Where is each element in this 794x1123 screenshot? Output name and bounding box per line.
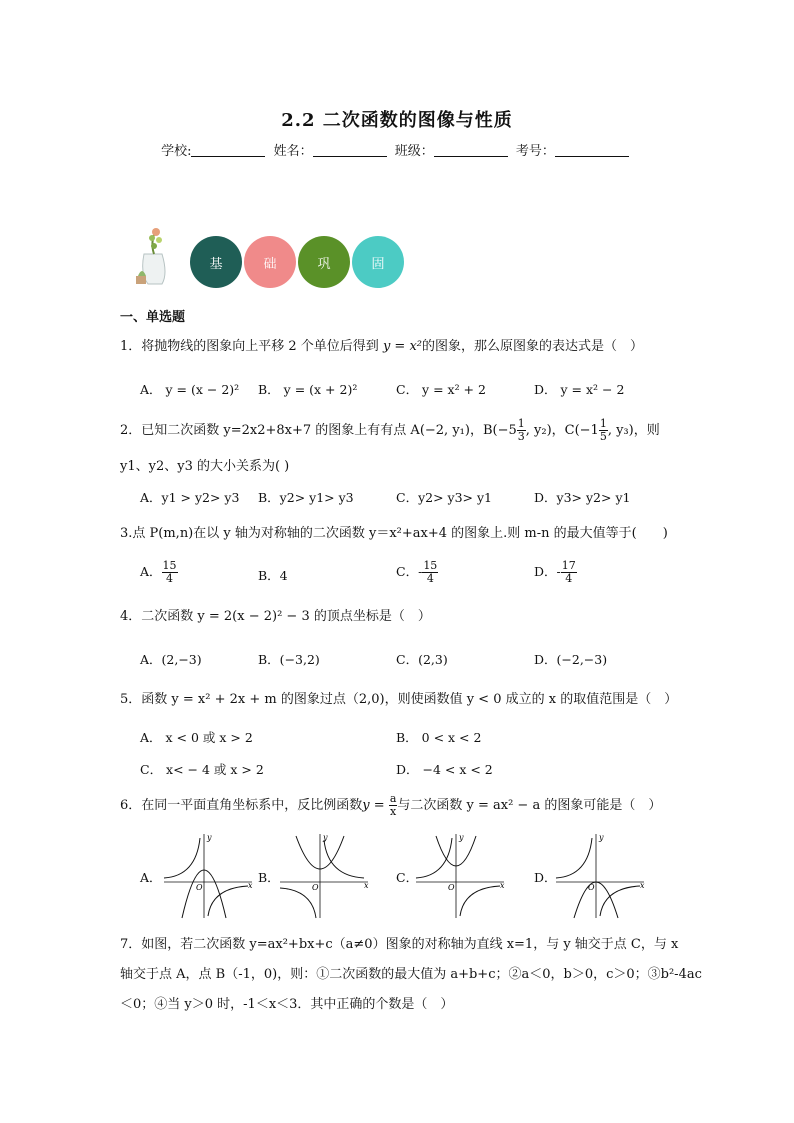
q1-option-d[interactable]: D． y = x² − 2 [534, 382, 625, 397]
class-label: 班级： [394, 144, 434, 159]
class-blank[interactable] [434, 144, 508, 157]
q6-options [140, 832, 700, 920]
exam-no-blank[interactable] [555, 144, 629, 157]
q2-option-c[interactable]: C．y2> y3> y1 [396, 490, 493, 505]
question-1 [120, 336, 680, 358]
q2-line1-a: 2．已知二次函数 y=2x2+8x+7 的图象上有有点 A(−2, y₁)，B(−5 [120, 423, 517, 438]
q6-graph-b[interactable] [276, 832, 374, 920]
svg-text:y: y [323, 833, 328, 842]
question-7-line-3: ＜0；④当 y＞0 时，-1＜x＜3．其中正确的个数是（ ） [120, 997, 454, 1012]
q3-options [140, 560, 700, 590]
q2-option-a[interactable]: A．y1 > y2> y3 [140, 490, 240, 505]
q2-frac-2: $\frac{1}{5}$ [599, 417, 607, 443]
q6-option-b-label[interactable]: B． [258, 870, 280, 885]
question-6: 6．在同一平面直角坐标系中，反比例函数y = $\frac{a}{x}$ 与二次函数 y = ax² − a 的图象可能是（ ） [120, 792, 662, 818]
q2-line1-c: , y₃)，则 [607, 423, 660, 438]
q5-options-row1 [140, 728, 700, 746]
question-5: 5．函数 y = x² + 2x + m 的图象过点（2,0)，则使函数值 y < 0 成立的 x 的取值范围是（ ） [120, 692, 678, 707]
svg-text:y: y [207, 833, 212, 842]
q2-option-d[interactable]: D．y3> y2> y1 [534, 490, 631, 505]
q5-option-a[interactable]: A． x < 0 或 x > 2 [140, 730, 253, 745]
q2-line1-b: , y₂)，C(−1 [525, 423, 599, 438]
q3-option-d[interactable]: D．- $\frac{17}{4}$ [534, 559, 576, 585]
school-blank[interactable] [191, 144, 265, 157]
q4-options [140, 650, 700, 668]
q6-graph-a[interactable] [160, 832, 258, 920]
badge-ji: 基 [190, 236, 242, 288]
q1-text-b: 的图象，那么原图象的表达式是（ ） [422, 339, 644, 354]
q5-option-d[interactable]: D． −4 < x < 2 [396, 762, 493, 777]
q6-graph-d[interactable] [552, 832, 650, 920]
q3-option-b[interactable]: B．4 [258, 568, 288, 583]
student-info-line [0, 140, 794, 159]
q2-line2: y1、y2、y3 的大小关系为( ) [120, 459, 290, 474]
q1-text-a: 1．将抛物线的图象向上平移 2 个单位后得到 [120, 339, 379, 354]
q6-option-c-label[interactable]: C． [396, 870, 419, 885]
q5-options-row2 [140, 760, 700, 778]
q3-option-a[interactable]: A． $\frac{15}{4}$ [140, 559, 177, 585]
q1-options [140, 380, 700, 398]
question-7-line-1: 7．如图，若二次函数 y=ax²+bx+c（a≠0）图象的对称轴为直线 x=1，与 y 轴交于点 C，与 x [120, 937, 679, 952]
q6-graph-c[interactable] [412, 832, 510, 920]
section-title: 一、单选题 [120, 310, 186, 325]
name-blank[interactable] [313, 144, 387, 157]
question-4: 4．二次函数 y = 2(x − 2)² − 3 的顶点坐标是（ ） [120, 609, 431, 624]
q4-option-a[interactable]: A．(2,−3) [140, 652, 202, 667]
school-label: 学校: [161, 144, 192, 159]
q3-option-c[interactable]: C．- $\frac{15}{4}$ [396, 559, 438, 585]
q6-option-d-label[interactable]: D． [534, 870, 557, 885]
svg-text:O: O [448, 883, 455, 892]
badge-gu: 固 [352, 236, 404, 288]
question-7-line-2: 轴交于点 A，点 B（-1，0)，则：①二次函数的最大值为 a+b+c；②a＜0，b＞0，c＞0；③b²-4ac [120, 967, 702, 982]
question-3: 3.点 P(m,n)在以 y 轴为对称轴的二次函数 y＝x²+ax+4 的图象上.则 m-n 的最大值等于( ) [120, 526, 668, 541]
badge-chu: 础 [244, 236, 296, 288]
svg-text:y: y [599, 833, 604, 842]
q6-text-a: 6．在同一平面直角坐标系中，反比例函数 [120, 798, 363, 813]
q4-option-b[interactable]: B．(−3,2) [258, 652, 320, 667]
q4-option-c[interactable]: C．(2,3) [396, 652, 448, 667]
svg-text:x: x [500, 881, 505, 890]
q1-option-b[interactable]: B． y = (x + 2)² [258, 382, 358, 397]
q5-option-b[interactable]: B． 0 < x < 2 [396, 730, 482, 745]
name-label: 姓名： [273, 144, 313, 159]
q2-frac-1: $\frac{1}{3}$ [517, 417, 525, 443]
q4-option-d[interactable]: D．(−2,−3) [534, 652, 608, 667]
q6-option-a-label[interactable]: A． [140, 870, 162, 885]
question-2 [120, 418, 700, 443]
svg-text:x: x [248, 881, 253, 890]
page-title: 2.2 二次函数的图像与性质 [281, 110, 513, 131]
q6-text-b: 与二次函数 y = ax² − a 的图象可能是（ ） [397, 798, 662, 813]
svg-text:O: O [312, 883, 319, 892]
q1-option-c[interactable]: C． y = x² + 2 [396, 382, 486, 397]
q6-frac: $\frac{a}{x}$ [389, 792, 397, 818]
svg-text:O: O [196, 883, 203, 892]
svg-text:O: O [588, 883, 595, 892]
svg-text:x: x [640, 881, 645, 890]
q1-option-a[interactable]: A． y = (x − 2)² [140, 382, 240, 397]
svg-text:x: x [364, 881, 369, 890]
vase-plant-icon [136, 224, 176, 286]
q1-expr: y = x² [382, 339, 422, 354]
badge-gong: 巩 [298, 236, 350, 288]
q2-option-b[interactable]: B．y2> y1> y3 [258, 490, 354, 505]
exam-no-label: 考号： [515, 144, 555, 159]
q2-options [140, 488, 700, 506]
q5-option-c[interactable]: C． x< − 4 或 x > 2 [140, 762, 264, 777]
svg-text:y: y [459, 833, 464, 842]
